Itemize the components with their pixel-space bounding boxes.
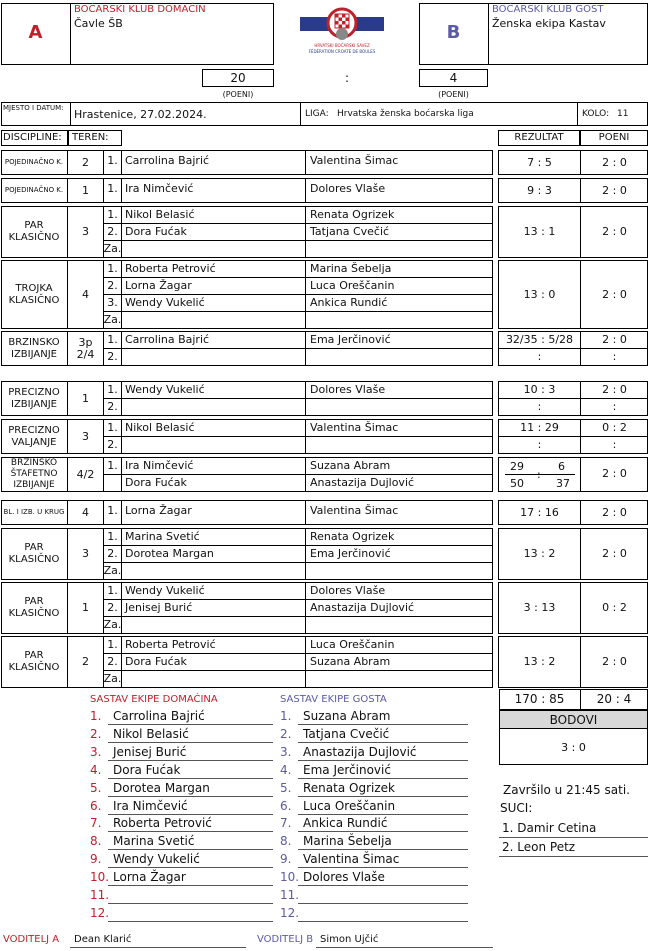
discipline-teren: 1 — [82, 183, 89, 197]
guest-player: Dolores Vlaše — [310, 383, 386, 396]
guest-player: Suzana Abram — [310, 655, 391, 668]
roster-underline — [108, 742, 273, 743]
guest-player: Luca Oreščanin — [310, 279, 395, 292]
home-player: Dora Fućak — [125, 655, 187, 668]
poeni-value: 2 : 0 — [602, 333, 627, 346]
home-coach-name: Dean Klarić — [74, 934, 132, 945]
divider — [305, 500, 306, 525]
roster-underline — [108, 814, 273, 815]
total-rezultat: 170 : 85 — [514, 692, 565, 706]
discipline-teren: 3p 2/4 — [76, 335, 95, 361]
rezultat-value: 3 : 13 — [523, 601, 556, 614]
guest-roster-number: 8. — [280, 834, 292, 849]
divider — [305, 150, 306, 175]
poeni-value: 2 : 0 — [602, 155, 627, 169]
discipline-header-label: DISCIPLINE: — [3, 132, 62, 143]
guest-player: Dolores Vlaše — [310, 182, 386, 195]
home-roster-title: SASTAV EKIPE DOMAĆINA — [90, 694, 218, 705]
home-player: Nikol Belasić — [125, 208, 195, 221]
home-roster-name: Roberta Petrović — [113, 816, 212, 831]
roster-underline — [108, 796, 273, 797]
home-roster-number: 3. — [90, 744, 102, 759]
rezultat-value: 11 : 29 — [520, 421, 559, 434]
discipline-name: BRZINSKO IZBIJANJE — [8, 336, 60, 360]
poeni-value-2: : — [612, 438, 617, 451]
home-player: Dorotea Margan — [125, 547, 214, 560]
guest-player: Ankica Rundić — [310, 296, 388, 309]
relay-a1: 29 — [510, 460, 524, 473]
slot-divider — [104, 436, 493, 437]
guest-player: Ema Jerčinović — [310, 333, 391, 346]
guest-roster-name: Luca Oreščanin — [303, 798, 396, 813]
guest-player: Renata Ogrizek — [310, 530, 395, 543]
guest-roster-name: Dolores Vlaše — [303, 870, 385, 885]
discipline-name: PRECIZNO VALJANJE — [8, 424, 60, 448]
poeni-value: 0 : 2 — [602, 421, 627, 434]
discipline-teren: 4 — [82, 287, 89, 301]
home-poeni-label: (POENI) — [222, 90, 254, 99]
home-roster-number: 10. — [90, 870, 110, 885]
guest-roster-number: 1. — [280, 709, 292, 723]
slot-divider — [104, 348, 493, 349]
poeni-value: 2 : 0 — [602, 225, 627, 238]
home-roster-name: Dorotea Margan — [113, 780, 210, 795]
divider — [305, 528, 306, 580]
score-separator: : — [344, 71, 350, 85]
slot-number: 1. — [107, 383, 118, 396]
discipline-name: POJEDINAČNO K. — [4, 186, 64, 194]
poeni-value-2: : — [612, 400, 617, 413]
slot-divider — [499, 348, 648, 349]
poeni-value: 2 : 0 — [602, 287, 627, 301]
home-player: Marina Svetić — [125, 530, 200, 543]
home-roster-name: Marina Svetić — [113, 834, 195, 849]
bodovi-value: 3 : 0 — [561, 741, 586, 754]
home-roster-name: Carrolina Bajrić — [113, 709, 205, 723]
judge-1: 1. Damir Cetina — [502, 821, 597, 835]
guest-roster-name: Marina Šebelja — [303, 834, 392, 849]
home-player: Wendy Vukelić — [125, 584, 205, 597]
rezultat-value: 32/35 : 5/28 — [505, 333, 574, 346]
discipline-teren: 2 — [82, 155, 89, 169]
home-letter: A — [28, 22, 43, 43]
home-player: Ira Nimčević — [125, 459, 194, 472]
discipline-name: TROJKA KLASIČNO — [8, 282, 60, 306]
poeni-value-2: : — [612, 350, 617, 363]
slot-divider — [104, 616, 493, 617]
roster-underline — [108, 849, 273, 850]
league-label: LIGA: — [305, 109, 329, 119]
judges-label: SUCI: — [500, 801, 533, 815]
round-label: KOLO: — [582, 109, 610, 119]
home-player: Dora Fućak — [125, 225, 187, 238]
home-roster-name: Lorna Žagar — [113, 870, 186, 885]
rezultat-value: 10 : 3 — [523, 383, 556, 396]
rezultat-value: 13 : 1 — [523, 225, 556, 238]
guest-roster-number: 2. — [280, 726, 292, 741]
discipline-teren: 4 — [82, 505, 89, 519]
home-roster-number: 12. — [90, 905, 110, 920]
rezultat-value-2: : — [537, 400, 542, 413]
discipline-name: PAR KLASIČNO — [8, 542, 60, 565]
bodovi-label: BODOVI — [549, 713, 598, 727]
slot-number: 2. — [107, 279, 118, 292]
slot-number: 1. — [107, 459, 118, 472]
guest-roster-number: 3. — [280, 744, 292, 759]
slot-number: 1. — [107, 584, 118, 597]
relay-b2: 37 — [556, 477, 570, 490]
rezultat-header-label: REZULTAT — [514, 132, 564, 143]
slot-number: 1. — [107, 262, 118, 275]
guest-roster-number: 10. — [280, 870, 300, 885]
roster-underline — [108, 724, 273, 725]
slot-divider — [104, 240, 493, 241]
guest-roster-name: Suzana Abram — [303, 709, 391, 723]
home-roster-number: 5. — [90, 780, 102, 795]
slot-number: 1. — [107, 530, 118, 543]
poeni-value: 2 : 0 — [602, 505, 627, 519]
roster-underline — [108, 831, 273, 832]
home-roster-name: Nikol Belasić — [113, 726, 189, 741]
guest-player: Marina Šebelja — [310, 262, 392, 275]
slot-number: 1. — [107, 421, 118, 434]
poeni-value: 2 : 0 — [602, 467, 627, 480]
slot-divider — [104, 311, 493, 312]
home-roster-name: Ira Nimčević — [113, 798, 188, 813]
roster-underline — [298, 742, 468, 743]
rezultat-value: 9 : 3 — [527, 183, 552, 197]
discipline-teren: 1 — [82, 601, 89, 614]
guest-player: Suzana Abram — [310, 459, 391, 472]
logo-line2: FÉDÉRATION CROATE DE BOULES — [308, 49, 376, 54]
roster-underline — [298, 849, 468, 850]
slot-number: 1. — [107, 333, 118, 346]
slot-number: 2. — [107, 350, 118, 363]
roster-underline — [298, 831, 468, 832]
guest-roster-name: Ankica Rundić — [303, 816, 388, 831]
slot-number: Za. — [103, 242, 122, 255]
slot-divider — [104, 474, 493, 475]
guest-player: Luca Oreščanin — [310, 638, 395, 651]
roster-underline — [298, 867, 468, 868]
rezultat-value: 7 : 5 — [527, 155, 552, 169]
home-roster-number: 11. — [90, 888, 110, 902]
home-roster-number: 7. — [90, 816, 102, 831]
guest-roster-number: 5. — [280, 780, 292, 795]
poeni-value: 2 : 0 — [602, 383, 627, 396]
home-player: Wendy Vukelić — [125, 383, 205, 396]
guest-roster-number: 12. — [280, 905, 300, 920]
roster-underline — [298, 778, 468, 779]
guest-roster-title: SASTAV EKIPE GOSTA — [280, 694, 387, 705]
rezultat-value: 13 : 2 — [523, 655, 556, 668]
guest-player: Anastazija Dujlović — [310, 476, 415, 489]
slot-number: 2. — [107, 438, 118, 451]
roster-underline — [108, 885, 273, 886]
rezultat-value-2: : — [537, 350, 542, 363]
discipline-teren: 3 — [82, 429, 89, 443]
rezultat-value: 17 : 16 — [520, 505, 559, 519]
guest-roster-number: 9. — [280, 852, 292, 867]
home-roster-name: Jenisej Burić — [113, 744, 187, 759]
slot-number: Za. — [103, 672, 122, 685]
home-roster-number: 1. — [90, 709, 102, 723]
slot-number: 3. — [107, 296, 118, 309]
relay-a2: 50 — [510, 477, 524, 490]
discipline-name: PAR KLASIČNO — [8, 596, 60, 619]
guest-roster-number: 6. — [280, 798, 292, 813]
discipline-teren: 1 — [82, 391, 89, 405]
discipline-name: BRZINSKO ŠTAFETNO IZBIJANJE — [10, 458, 58, 490]
poeni-value: 2 : 0 — [602, 547, 627, 560]
rezultat-value-2: : — [537, 438, 542, 451]
discipline-name: PAR KLASIČNO — [8, 650, 60, 673]
poeni-value: 0 : 2 — [602, 601, 627, 614]
teren-header-label: TEREN: — [72, 132, 109, 143]
guest-player: Renata Ogrizek — [310, 208, 395, 221]
guest-player: Dolores Vlaše — [310, 584, 386, 597]
poeni-value: 2 : 0 — [602, 183, 627, 197]
home-coach-label: VODITELJ A — [3, 934, 60, 945]
slot-number: 1. — [107, 182, 118, 195]
guest-roster-number: 11. — [280, 888, 300, 902]
slot-divider — [104, 670, 493, 671]
poeni-header-label: POENI — [598, 132, 630, 143]
slot-divider — [104, 653, 493, 654]
rezultat-value: 13 : 2 — [523, 547, 556, 560]
slot-divider — [104, 545, 493, 546]
slot-number: 1. — [107, 154, 118, 167]
home-roster-number: 9. — [90, 852, 102, 867]
guest-letter: B — [446, 22, 461, 43]
discipline-name: PAR KLASIČNO — [8, 220, 60, 243]
divider — [305, 582, 306, 634]
roster-underline — [108, 778, 273, 779]
slot-divider — [104, 562, 493, 563]
home-player: Roberta Petrović — [125, 638, 216, 651]
roster-underline — [108, 867, 273, 868]
home-club-label: BOĆARSKI KLUB DOMAĆIN — [74, 4, 206, 15]
guest-coach-label: VODITELJ B — [257, 934, 314, 945]
home-roster-name: Dora Fućak — [113, 762, 181, 777]
home-player: Roberta Petrović — [125, 262, 216, 275]
home-roster-name: Wendy Vukelić — [113, 852, 200, 867]
divider — [305, 636, 306, 688]
place-value: Hrastenice, 27.02.2024. — [74, 108, 207, 121]
judge-2: 2. Leon Petz — [502, 840, 576, 854]
discipline-name: POJEDINAČNO K. — [4, 158, 64, 166]
home-player: Carrolina Bajrić — [125, 154, 210, 167]
slot-number: Za. — [103, 618, 122, 631]
slot-number: 2. — [107, 225, 118, 238]
home-roster-number: 6. — [90, 798, 102, 813]
round-value: 11 — [617, 109, 629, 119]
logo-line1: HRVATSKI BOĆARSKI SAVEZ — [314, 43, 370, 48]
home-score: 20 — [230, 71, 246, 85]
slot-divider — [104, 294, 493, 295]
slot-divider — [104, 599, 493, 600]
guest-roster-name: Renata Ogrizek — [303, 780, 395, 795]
guest-player: Valentina Šimac — [310, 154, 399, 167]
home-player: Lorna Žagar — [125, 504, 192, 517]
roster-underline — [108, 760, 273, 761]
guest-club-label: BOĆARSKI KLUB GOST — [492, 4, 604, 15]
home-roster-number: 8. — [90, 834, 102, 849]
discipline-teren: 4/2 — [76, 467, 95, 481]
guest-player: Valentina Šimac — [310, 421, 399, 434]
guest-club-name: Ženska ekipa Kastav — [492, 17, 606, 30]
slot-divider — [104, 277, 493, 278]
place-label: MJESTO I DATUM: — [3, 104, 64, 112]
roster-underline — [298, 921, 468, 922]
relay-sep: : — [537, 468, 541, 481]
home-player: Nikol Belasić — [125, 421, 195, 434]
slot-number: Za. — [103, 313, 122, 326]
guest-score: 4 — [449, 71, 458, 85]
discipline-name: BL. I IZB. U KRUG — [3, 508, 65, 516]
home-player: Wendy Vukelić — [125, 296, 205, 309]
discipline-name: PRECIZNO IZBIJANJE — [8, 386, 60, 410]
guest-player: Ema Jerčinović — [310, 547, 391, 560]
roster-underline — [298, 724, 468, 725]
slot-number: Za. — [103, 564, 122, 577]
roster-underline — [108, 903, 273, 904]
slot-number: 2. — [107, 655, 118, 668]
slot-divider — [104, 398, 493, 399]
slot-number: 1. — [107, 638, 118, 651]
guest-roster-name: Ema Jerčinović — [303, 762, 391, 777]
roster-underline — [108, 921, 273, 922]
slot-divider — [499, 436, 648, 437]
slot-divider — [499, 398, 648, 399]
finish-text: Završilo u 21:45 sati. — [503, 783, 630, 797]
roster-underline — [298, 760, 468, 761]
divider — [305, 178, 306, 203]
home-player: Dora Fućak — [125, 476, 187, 489]
guest-poeni-label: (POENI) — [438, 90, 469, 99]
slot-number: 1. — [107, 208, 118, 221]
roster-underline — [298, 903, 468, 904]
league-value: Hrvatska ženska boćarska liga — [337, 109, 474, 119]
guest-roster-number: 7. — [280, 816, 292, 831]
roster-underline — [298, 814, 468, 815]
discipline-teren: 3 — [82, 225, 89, 238]
home-player: Carrolina Bajrić — [125, 333, 210, 346]
home-player: Jenisej Burić — [125, 601, 193, 614]
roster-underline — [298, 885, 468, 886]
slot-number: 2. — [107, 547, 118, 560]
home-player: Lorna Žagar — [125, 279, 192, 292]
divider — [305, 206, 306, 258]
guest-coach-name: Simon Ujčić — [320, 934, 379, 945]
federation-logo — [294, 3, 390, 63]
slot-number: 2. — [107, 400, 118, 413]
roster-underline — [298, 796, 468, 797]
total-poeni: 20 : 4 — [596, 692, 632, 706]
slot-number: 2. — [107, 601, 118, 614]
guest-player: Valentina Šimac — [310, 504, 399, 517]
home-roster-number: 4. — [90, 762, 102, 777]
relay-b1: 6 — [558, 460, 565, 473]
home-club-name: Čavle ŠB — [74, 17, 123, 30]
guest-player: Anastazija Dujlović — [310, 601, 415, 614]
poeni-value: 2 : 0 — [602, 655, 627, 668]
guest-roster-name: Anastazija Dujlović — [303, 744, 417, 759]
discipline-teren: 2 — [82, 655, 89, 668]
slot-number: 1. — [107, 504, 118, 517]
rezultat-value: 13 : 0 — [523, 287, 556, 301]
guest-roster-number: 4. — [280, 762, 292, 777]
home-player: Ira Nimčević — [125, 182, 194, 195]
guest-roster-name: Valentina Šimac — [303, 852, 400, 867]
guest-roster-name: Tatjana Cvečić — [303, 726, 390, 741]
guest-player: Tatjana Cvečić — [310, 225, 390, 238]
slot-divider — [104, 223, 493, 224]
discipline-teren: 3 — [82, 547, 89, 560]
home-roster-number: 2. — [90, 726, 102, 741]
